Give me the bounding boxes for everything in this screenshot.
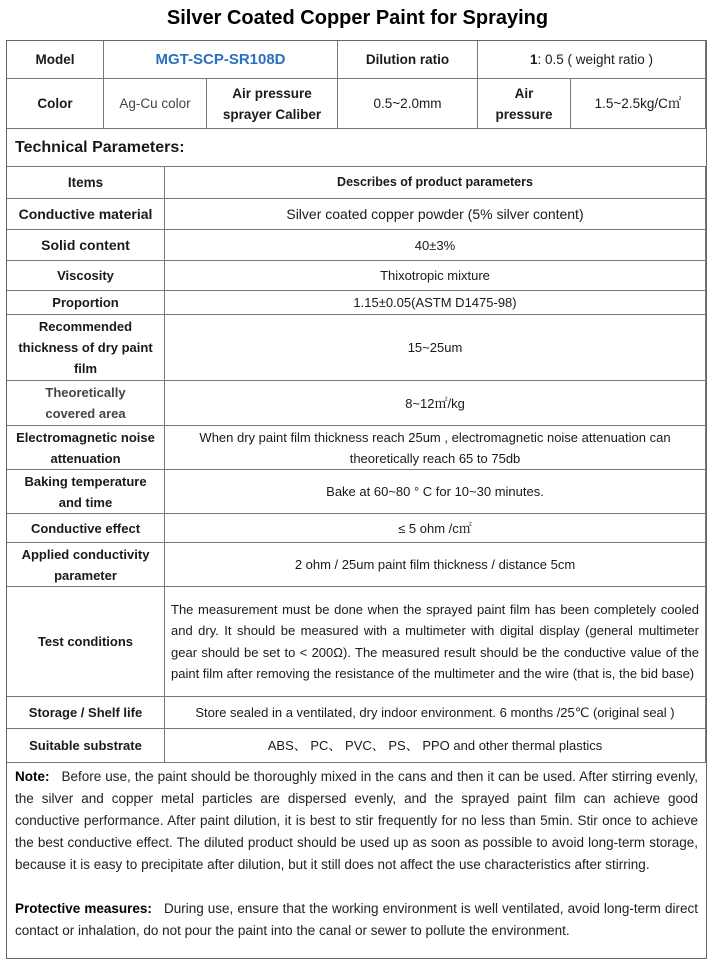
table-row-item: Recommended thickness of dry paint film xyxy=(7,315,165,381)
table-row-desc: 40±3% xyxy=(165,230,706,261)
table-row-desc: 2 ohm / 25um paint film thickness / distance 5cm xyxy=(165,543,706,587)
table-row-desc: 15~25um xyxy=(165,315,706,381)
table-row-item: Solid content xyxy=(7,230,165,261)
note-text: Before use, the paint should be thoroughly mixed in the cans and then it can be used. After stirring evenly, the silver and copper metal particles are dispersed evenly, and the sprayed paint film can achieve good conductive performance. After paint dilution, it is best to stir frequently for no less than 5min. Stir once to achieve the best conductive effect. The diluted product should be used up as soon as possible to avoid long-term storage, because it is easy to precipitate after dilution, but it still does not affect the use characteristics after stirring. xyxy=(15,769,698,872)
dilution-label: Dilution ratio xyxy=(338,41,478,79)
table-row-item: Storage / Shelf life xyxy=(7,697,165,729)
caliber-value: 0.5~2.0mm xyxy=(338,79,478,129)
dilution-value xyxy=(478,41,706,79)
protective-label: Protective measures: xyxy=(15,901,152,916)
col-items-header: Items xyxy=(7,167,165,199)
note-paragraph xyxy=(15,766,698,876)
section-title: Technical Parameters: xyxy=(7,129,706,167)
table-row-item: Electromagnetic noise attenuation xyxy=(7,426,165,470)
caliber-label: Air pressure sprayer Caliber xyxy=(207,79,338,129)
table-row-item: Conductive effect xyxy=(7,514,165,543)
table-row-item: Test conditions xyxy=(7,587,165,697)
table-row-item: Conductive material xyxy=(7,199,165,230)
pressure-value: 1.5~2.5kg/C㎡ xyxy=(571,79,706,129)
table-row-item: Theoretically covered area xyxy=(7,381,165,426)
table-row-item: Applied conductivity parameter xyxy=(7,543,165,587)
col-desc-header: Describes of product parameters xyxy=(165,167,706,199)
table-row-desc: Silver coated copper powder (5% silver content) xyxy=(165,199,706,230)
note-label: Note: xyxy=(15,769,50,784)
color-value: Ag-Cu color xyxy=(104,79,207,129)
model-value: MGT-SCP-SR108D xyxy=(104,41,338,79)
table-row-desc: ABS、 PC、 PVC、 PS、 PPO and other thermal plastics xyxy=(165,729,706,763)
protective-text: During use, ensure that the working environment is well ventilated, avoid long-term direct contact or inhalation, do not pour the paint into the canal or sewer to pollute the environment. xyxy=(15,901,698,938)
table-row-item: Baking temperature and time xyxy=(7,470,165,514)
protective-paragraph xyxy=(15,898,698,942)
color-label: Color xyxy=(7,79,104,129)
spec-sheet xyxy=(6,40,707,959)
table-row-desc: The measurement must be done when the sprayed paint film has been completely cooled and dry. It should be measured with a multimeter with digital display (general multimeter gear should be set to < 200Ω). The measured result should be the conductive value of the paint film after removing the resistance of the multimeter and the wire (that is, the bid base) xyxy=(165,587,706,697)
notes-section xyxy=(7,763,706,959)
table-row-desc: 8~12㎡/kg xyxy=(165,381,706,426)
table-row-desc: When dry paint film thickness reach 25um , electromagnetic noise attenuation can theoretically reach 65 to 75db xyxy=(165,426,706,470)
table-row-desc: 1.15±0.05(ASTM D1475-98) xyxy=(165,291,706,315)
table-row-item: Viscosity xyxy=(7,261,165,291)
table-row-item: Suitable substrate xyxy=(7,729,165,763)
table-row-desc: Thixotropic mixture xyxy=(165,261,706,291)
table-row-item: Proportion xyxy=(7,291,165,315)
pressure-label: Air pressure xyxy=(478,79,571,129)
document-title: Silver Coated Copper Paint for Spraying xyxy=(166,7,549,29)
table-row-desc: Store sealed in a ventilated, dry indoor environment. 6 months /25℃ (original seal ) xyxy=(165,697,706,729)
table-row-desc: ≤ 5 ohm /c㎡ xyxy=(165,514,706,543)
table-row-desc: Bake at 60~80 ° C for 10~30 minutes. xyxy=(165,470,706,514)
dilution-value-rest: : 0.5 ( weight ratio ) xyxy=(537,52,654,67)
model-label: Model xyxy=(7,41,104,79)
dilution-value-prefix: 1 xyxy=(529,52,538,67)
